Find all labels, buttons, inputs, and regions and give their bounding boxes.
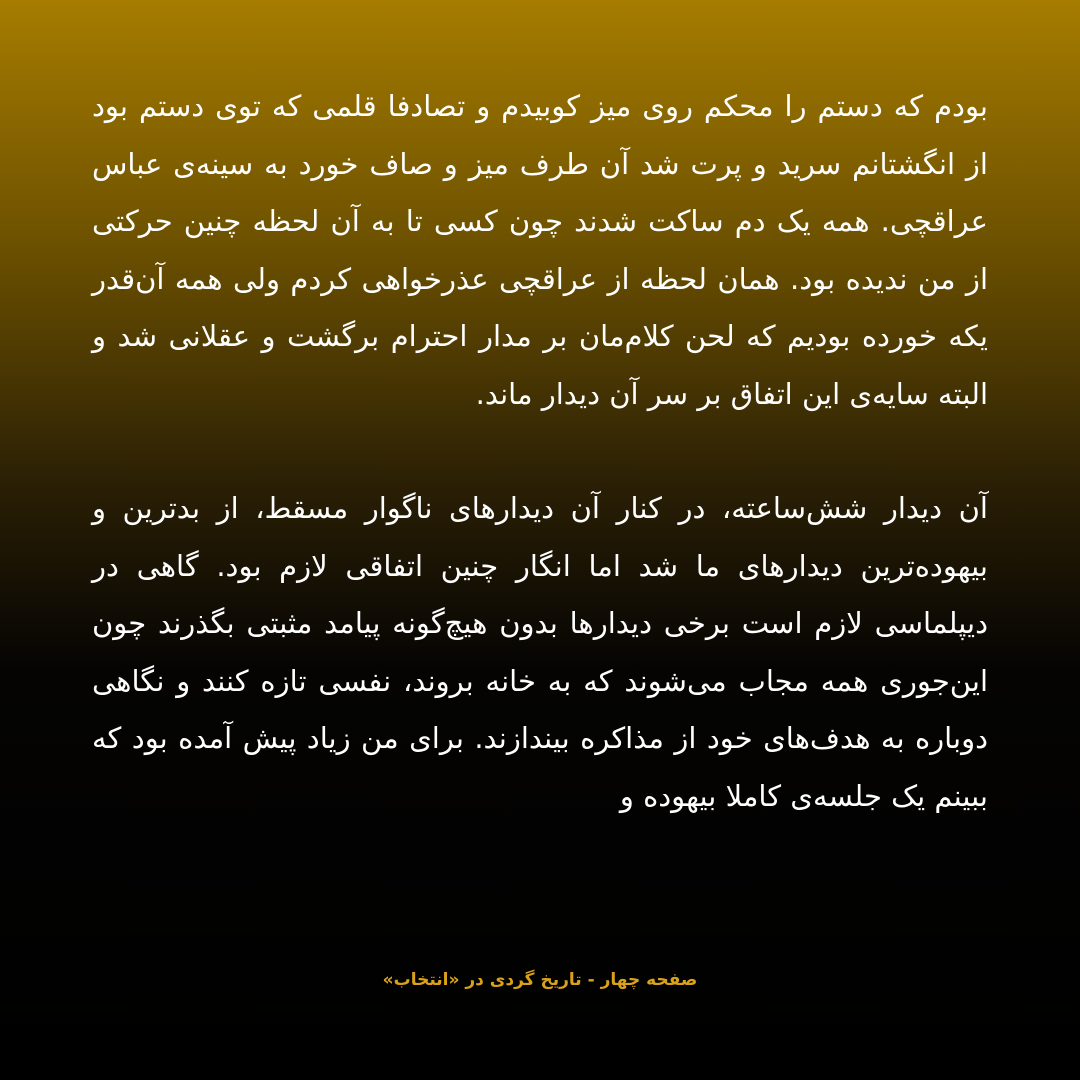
paragraph-1: بودم که دستم را محکم روی میز کوبیدم و تصادفا قلمی که توی دستم بود از انگشتانم سرید و پرت شد آن طرف میز و صاف خورد به سینه‌ی عباس عراقچی. همه یک دم ساکت شدند چون کسی تا به آن لحظه چنین حرکتی از من ندیده بود. همان لحظه از عراقچی عذرخواهی کردم ولی همه آن‌قدر یکه خورده بودیم که لحن کلام‌مان بر مدار احترام برگشت و عقلانی شد و البته سایه‌ی این اتفاق بر سر آن دیدار ماند. — [92, 89, 988, 411]
paragraph-2: آن دیدار شش‌ساعته، در کنار آن دیدارهای ناگوار مسقط، از بدترین و بیهوده‌ترین دیدارهای ما شد اما انگار چنین اتفاقی لازم بود. گاهی در دیپلماسی لازم است برخی دیدارها بدون هیچ‌گونه پیامد مثبتی بگذرند چون این‌جوری همه مجاب می‌شوند که به خانه بروند، نفسی تازه کنند و نگاهی دوباره به هدف‌های خود از مذاکره بیندازند. برای من زیاد پیش آمده بود که ببینم یک جلسه‌ی کاملا بیهوده و — [92, 491, 988, 813]
article-body — [92, 78, 988, 825]
page-footer: صفحه چهار - تاریخ گردی در «انتخاب» — [382, 970, 698, 990]
